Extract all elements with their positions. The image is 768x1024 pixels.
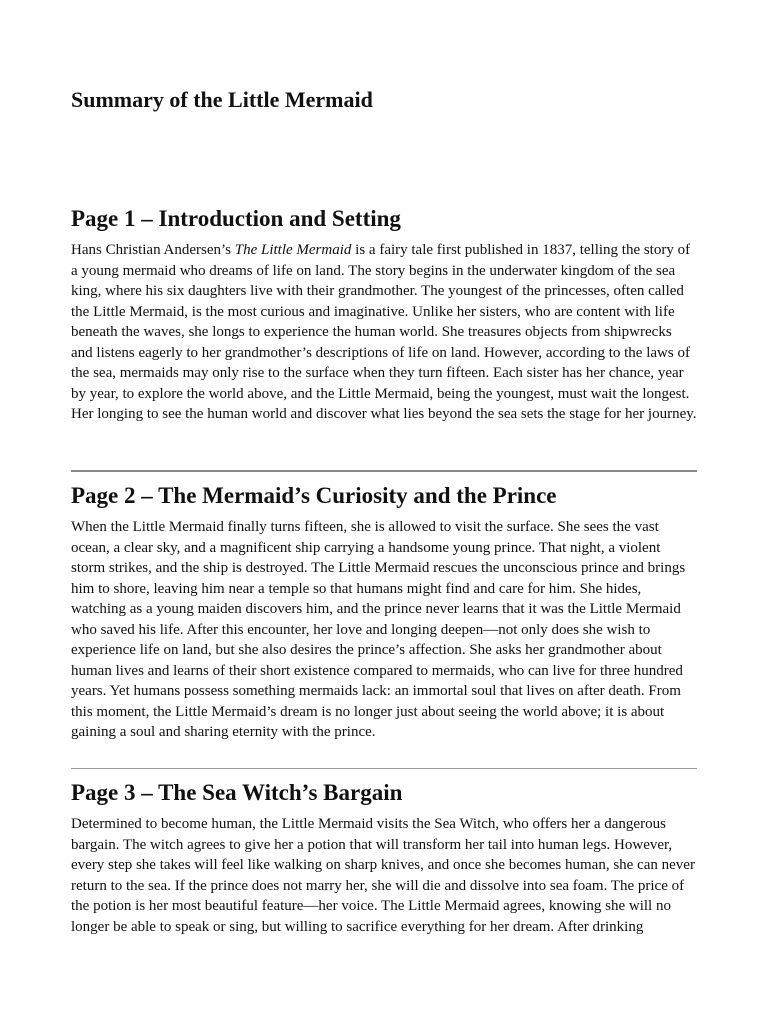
section-page-1 — [71, 204, 697, 425]
section-heading: Page 2 – The Mermaid’s Curiosity and the Prince — [71, 483, 557, 508]
section-page-3 — [71, 778, 697, 938]
body-text-rest: is a fairy tale first published in 1837, telling the story of a young mermaid who dreams of life on land. The story begins in the underwater kingdom of the sea king, where his six daughters live with their grandmother. The youngest of the princesses, often called the Little Mermaid, is the most curious and imaginative. Unlike her sisters, who are content with life beneath the waves, she longs to experience the human world. She treasures objects from shipwrecks and listens eagerly to her grandmother’s descriptions of life on land. However, according to the laws of the sea, mermaids may only rise to the surface when they turn fifteen. Each sister has her chance, year by year, to explore the world above, and the Little Mermaid, being the youngest, must wait the longest. Her longing to see the human world and discover what lies beyond the sea sets the stage for her journey. — [71, 242, 697, 422]
section-body: When the Little Mermaid finally turns fifteen, she is allowed to visit the surface. She sees the vast ocean, a clear sky, and a magnificent ship carrying a handsome young prince. That night, a violent storm strikes, and the ship is destroyed. The Little Mermaid rescues the unconscious prince and brings him to shore, leaving him near a temple so that humans might find and care for him. She hides, watching as a young maiden discovers him, and the prince never learns that it was the Little Mermaid who saved his life. After this encounter, her love and longing deepen—not only does she wish to experience life on land, but she also desires the prince’s affection. She asks her grandmother about human lives and learns of their short existence compared to mermaids, who can live for three hundred years. Yet humans possess something mermaids lack: an immortal soul that lives on after death. From this moment, the Little Mermaid’s dream is no longer just about seeing the world above; it is about gaining a soul and sharing eternity with the prince. — [71, 519, 686, 740]
section-divider — [71, 768, 697, 769]
document-title: Summary of the Little Mermaid — [71, 87, 373, 112]
section-body: Determined to become human, the Little Mermaid visits the Sea Witch, who offers her a dangerous bargain. The witch agrees to give her a potion that will transform her tail into human legs. However, every step she takes will feel like walking on sharp knives, and once she becomes human, she can never return to the sea. If the prince does not marry her, she will die and dissolve into sea foam. The price of the potion is her most beautiful feature—her voice. The Little Mermaid agrees, knowing she will no longer be able to speak or sing, but willing to sacrifice everything for her dream. After drinking — [71, 816, 695, 935]
section-divider — [71, 470, 697, 472]
section-heading: Page 3 – The Sea Witch’s Bargain — [71, 780, 403, 805]
section-page-2 — [71, 481, 697, 743]
body-text-lead: Hans Christian Andersen’s — [71, 242, 235, 258]
section-heading: Page 1 – Introduction and Setting — [71, 206, 401, 231]
book-title-italic: The Little Mermaid — [234, 242, 352, 258]
section-body — [71, 240, 697, 425]
